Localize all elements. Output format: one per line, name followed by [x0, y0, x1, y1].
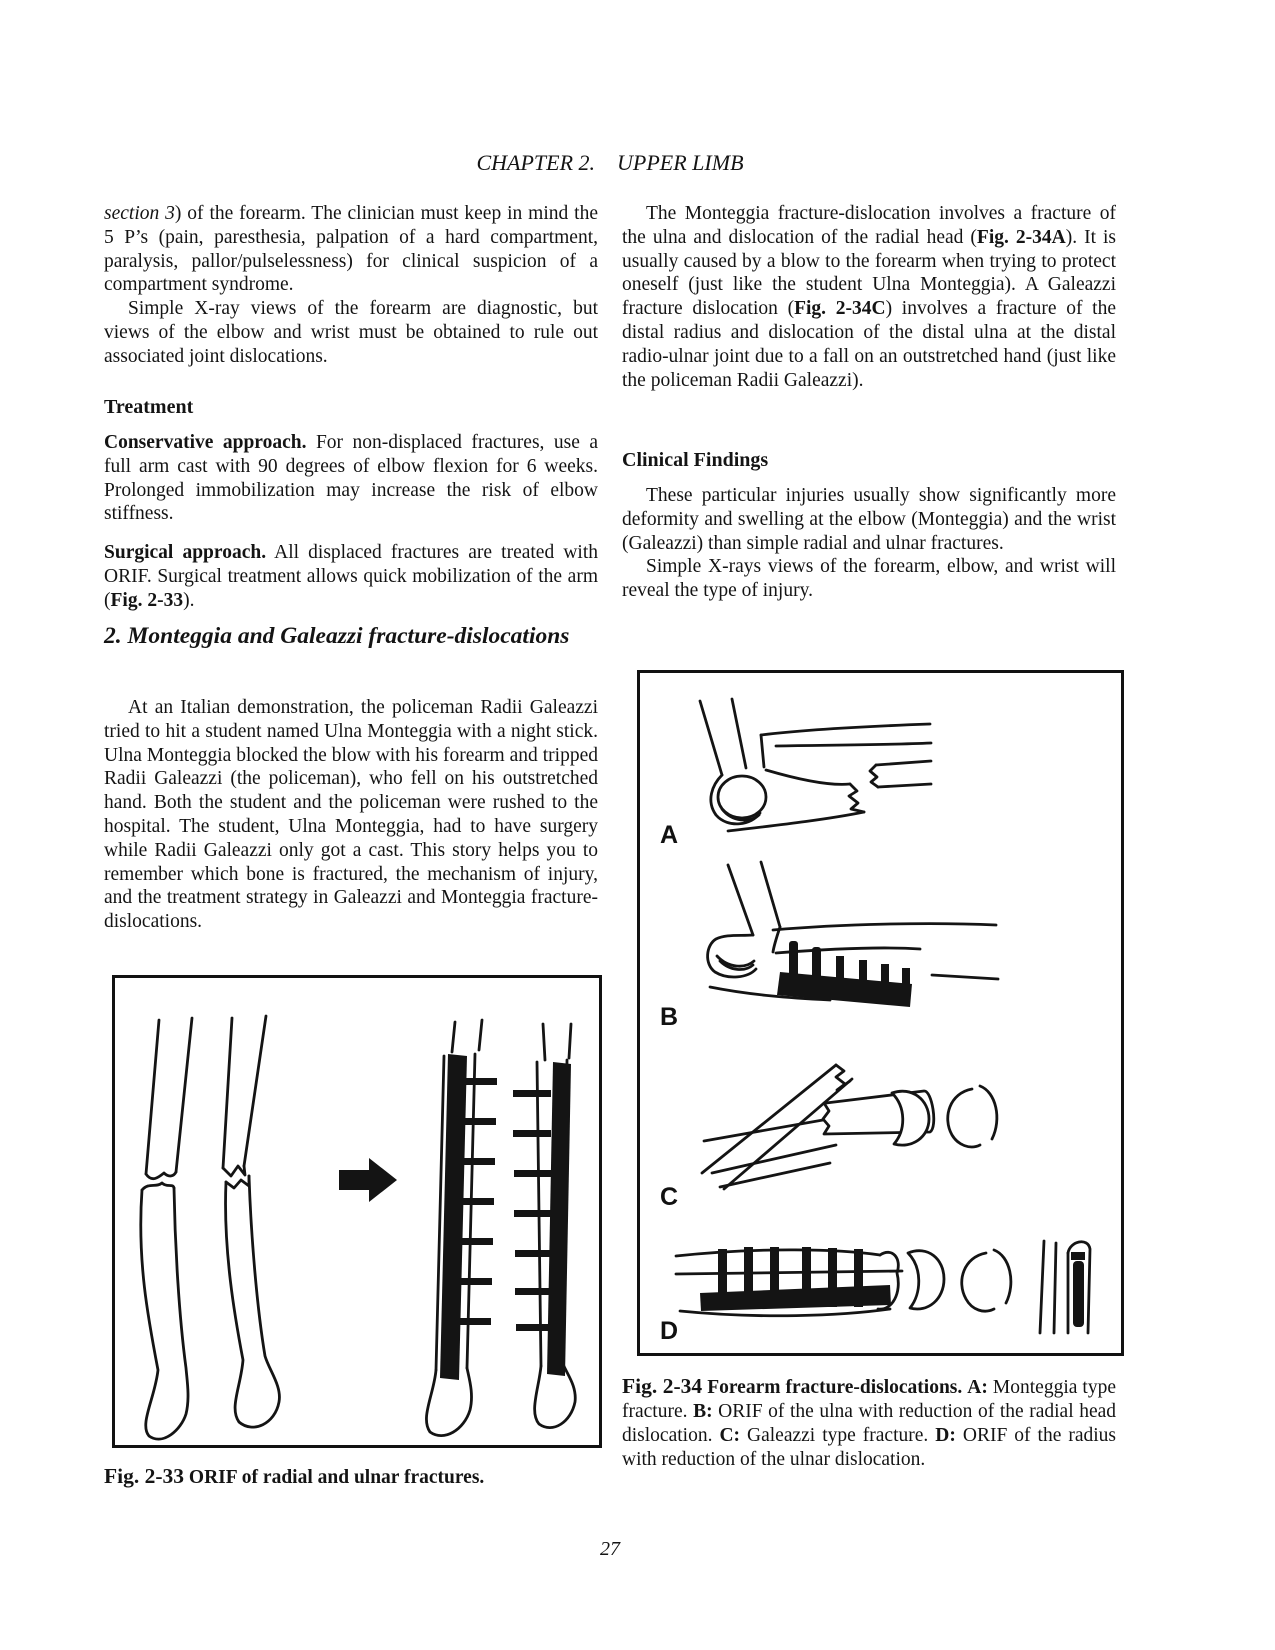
left-intro-paragraphs — [104, 202, 598, 369]
figure-2-33 — [112, 975, 602, 1448]
clinical-findings-heading: Clinical Findings — [622, 449, 769, 471]
clinical-findings-paragraphs — [622, 484, 1116, 603]
panel-c-drawing — [702, 1065, 997, 1189]
paragraph-story: At an Italian demonstration, the policeman Radii Galeazzi tried to hit a student named Ulna Monteggia with a night stick. Ulna Monteggia blocked the blow with his forearm and tripped Radii Galeazzi (the policeman), who fell on his outstretched hand. Both the student and the policeman were rushed to the hospital. The student, Ulna Monteggia, had to have surgery while Radii Galeazzi only got a cast. This story helps you to remember which bone is fractured, the mechanism of injury, and the treatment strategy in Galeazzi and Monteggia fracture-dislocations. — [104, 697, 598, 933]
panel-a-drawing — [700, 699, 931, 831]
paragraph-compartment: section 3) of the forearm. The clinician must keep in mind the 5 P’s (pain, paresthesia, palpation of a hard compartment, paralysis, pallor/pulselessness) for clinical suspicion of a compartment syndrome. — [104, 203, 598, 296]
panel-b-drawing — [708, 862, 998, 1007]
fig-2-33-caption: Fig. 2-33 ORIF of radial and ulnar fractures. — [104, 1464, 485, 1488]
treatment-heading: Treatment — [104, 396, 194, 418]
running-head: CHAPTER 2. UPPER LIMB — [476, 150, 744, 175]
paragraph-conservative: Conservative approach. For non-displaced fractures, use a full arm cast with 90 degrees of elbow flexion for 6 weeks. Prolonged immobilization may increase the risk of elbow stiffness. — [104, 432, 598, 525]
paragraph-simple-xrays: Simple X-rays views of the forearm, elbow, and wrist will reveal the type of injury. — [622, 556, 1116, 602]
fractured-bones-drawing — [141, 1016, 280, 1439]
section-heading-monteggia-galeazzi: 2. Monteggia and Galeazzi fracture-dislocations — [104, 623, 570, 649]
paragraph-xray: Simple X-ray views of the forearm are diagnostic, but views of the elbow and wrist must be obtained to rule out associated joint dislocations. — [104, 298, 598, 367]
figure-2-34 — [637, 670, 1124, 1356]
page-number: 27 — [600, 1538, 620, 1560]
panel-label-b: B — [660, 1003, 679, 1031]
fig-2-34-illustration — [640, 673, 1121, 1353]
paragraph-deformity: These particular injuries usually show significantly more deformity and swelling at the elbow (Monteggia) and the wrist (Galeazzi) than simple radial and ulnar fractures. — [622, 485, 1116, 554]
fig-2-33-illustration — [115, 978, 599, 1445]
panel-label-d: D — [660, 1317, 679, 1345]
paragraph-surgical: Surgical approach. All displaced fractures are treated with ORIF. Surgical treatment allows quick mobilization of the arm (Fig. 2-33). — [104, 542, 599, 611]
panel-label-a: A — [660, 821, 679, 849]
arrow-right-icon — [339, 1158, 397, 1202]
paragraph-monteggia-galeazzi: The Monteggia fracture-dislocation involves a fracture of the ulna and dislocation of the radial head (Fig. 2-34A). It is usually caused by a blow to the forearm when trying to protect oneself (just like the student Ulna Monteggia). A Galeazzi fracture dislocation (Fig. 2-34C) involves a fracture of the distal radius and dislocation of the distal ulna at the distal radio-ulnar joint due to a fall on an outstretched hand (just like the policeman Radii Galeazzi). — [622, 203, 1116, 391]
panel-d-drawing — [676, 1241, 1090, 1333]
panel-label-c: C — [660, 1183, 679, 1211]
fig-2-34-caption: Fig. 2-34 Forearm fracture-dislocations. A: Monteggia type fracture. B: ORIF of the ulna with reduction of the radial head dislocation. C: Galeazzi type fracture. D: ORIF of the radius with reduction of the ulnar dislocation. — [622, 1374, 1116, 1470]
